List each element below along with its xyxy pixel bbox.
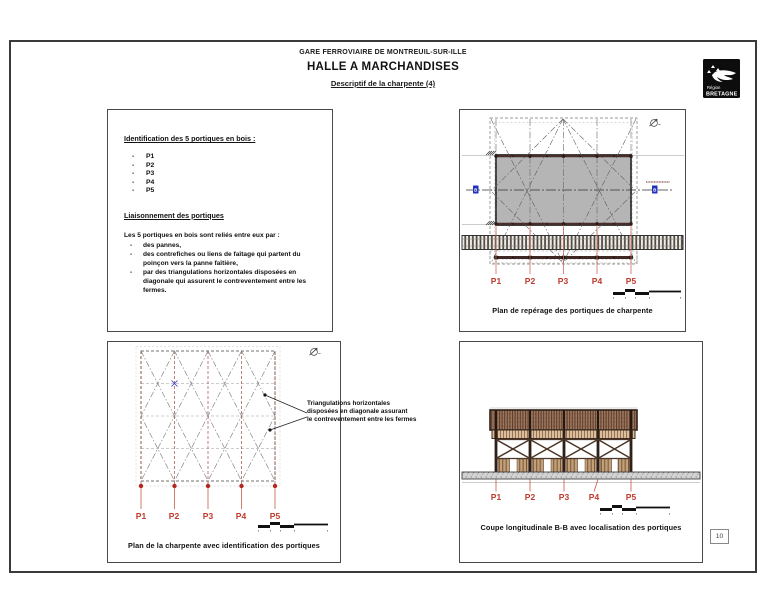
portique-locator-lines bbox=[496, 480, 631, 492]
panel-caption: Plan de la charpente avec identification des portiques bbox=[128, 541, 320, 550]
scale-bar bbox=[258, 522, 328, 532]
liaison-list bbox=[130, 241, 320, 295]
ground-strip bbox=[462, 472, 700, 483]
portique-label-p3: P3 bbox=[202, 511, 214, 521]
portique-dots bbox=[139, 484, 277, 488]
list-item: - P3 bbox=[132, 170, 155, 178]
list-item: - P5 bbox=[132, 187, 155, 195]
list-item: - P4 bbox=[132, 178, 155, 186]
liaison-title: Liaisonnement des portiques bbox=[124, 210, 224, 220]
plan-charpente-panel bbox=[107, 341, 341, 563]
portique-label-p4: P4 bbox=[591, 276, 603, 286]
list-item: - P1 bbox=[132, 153, 155, 160]
page-number: 10 bbox=[710, 529, 729, 544]
list-item: - par des triangulations horizontales disposées en diagonale qui assurent le contreventement entre les fermes. bbox=[130, 268, 307, 294]
portique-label-p2: P2 bbox=[168, 511, 180, 521]
portique-locator-lines bbox=[141, 488, 275, 509]
annotation-triangulations: Triangulations horizontales disposées en diagonale assurant le contreventement entre les fermes bbox=[307, 400, 417, 423]
sheet-header bbox=[11, 49, 755, 88]
portique-label-p2: P2 bbox=[524, 276, 536, 286]
page-subtitle: Descriptif de la charpente (4) bbox=[330, 79, 436, 88]
portique-label-p5: P5 bbox=[269, 511, 281, 521]
panel-caption: Plan de repérage des portiques de charpente bbox=[492, 306, 653, 315]
portique-label-p1: P1 bbox=[490, 492, 502, 502]
portique-label-p3: P3 bbox=[558, 492, 570, 502]
info-panel bbox=[107, 109, 333, 332]
list-item: - P2 bbox=[132, 161, 155, 169]
portique-list bbox=[132, 153, 320, 196]
logo-region-label: Région bbox=[707, 85, 721, 90]
section-marker-b-right: B bbox=[653, 187, 657, 193]
page-title: HALLE A MARCHANDISES bbox=[306, 61, 460, 73]
north-arrow-icon bbox=[650, 119, 661, 126]
coupe-longitudinale-panel bbox=[459, 341, 703, 563]
region-bretagne-logo bbox=[703, 59, 740, 103]
scale-bar bbox=[613, 289, 681, 299]
portique-label-p2: P2 bbox=[524, 492, 536, 502]
liaison-intro: Les 5 portiques en bois sont reliés entre eux par : bbox=[124, 231, 280, 239]
column-axes bbox=[141, 351, 275, 486]
plan-reperage-drawing bbox=[460, 110, 685, 331]
identification-title: Identification des 5 portiques en bois : bbox=[124, 134, 256, 143]
portique-label-p5: P5 bbox=[625, 276, 637, 286]
panel-caption: Coupe longitudinale B-B avec localisation des portiques bbox=[480, 523, 682, 532]
portique-label-p1: P1 bbox=[490, 276, 502, 286]
plan-reperage-panel bbox=[459, 109, 686, 332]
north-arrow-icon bbox=[310, 348, 321, 355]
list-item: - des contrefiches ou liens de faîtage qui partent du poinçon vers la panne faîtière, bbox=[130, 250, 301, 267]
scale-bar bbox=[600, 505, 670, 515]
station-title: GARE FERROVIAIRE DE MONTREUIL-SUR-ILLE bbox=[299, 49, 467, 56]
list-item: - des pannes, bbox=[130, 241, 182, 249]
railway-track bbox=[462, 236, 683, 250]
bretagne-flag-icon bbox=[703, 59, 740, 98]
plan-charpente-drawing bbox=[108, 342, 340, 562]
portique-label-p5: P5 bbox=[625, 492, 637, 502]
roof-band bbox=[490, 410, 637, 430]
portique-label-p4: P4 bbox=[588, 492, 600, 502]
portique-label-p4: P4 bbox=[235, 511, 247, 521]
portique-label-p3: P3 bbox=[557, 276, 569, 286]
portique-label-p1: P1 bbox=[135, 511, 147, 521]
logo-name-label: BRETAGNE bbox=[706, 91, 738, 98]
sheet-frame bbox=[9, 40, 757, 573]
section-marker-b-left: B bbox=[474, 187, 478, 193]
